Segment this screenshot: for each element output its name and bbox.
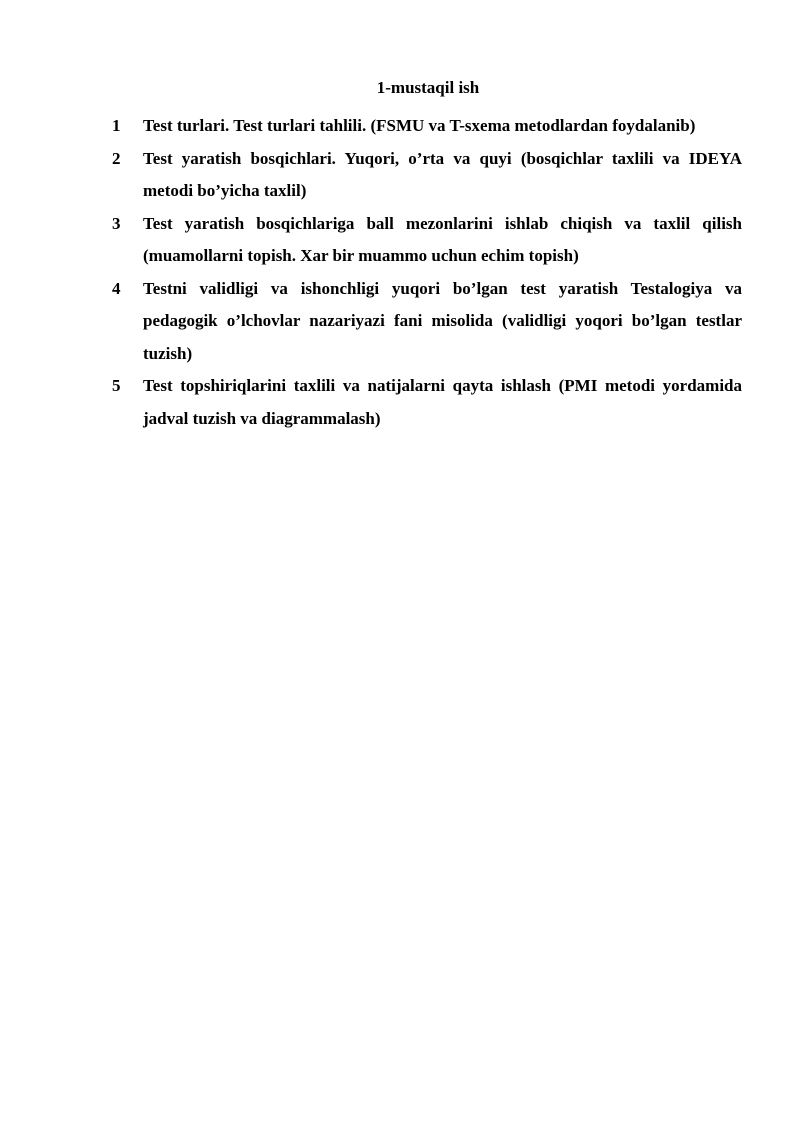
list-item-text: Test yaratish bosqichlari. Yuqori, o’rta va quyi (bosqichlar taxlili va IDEYA metodi bo’yicha taxlil) [143, 148, 742, 200]
list-item-text: Testni validligi va ishonchligi yuqori bo’lgan test yaratish Testalogiya va pedagogik o’lchovlar nazariyazi fani misolida (validligi yoqori bo’lgan testlar tuzish) [143, 278, 742, 363]
task-list [112, 110, 742, 435]
list-item-number: 4 [112, 278, 121, 298]
list-item-number: 1 [112, 116, 121, 135]
page-title: 1-mustaqil ish [376, 78, 480, 97]
list-item-text: Test turlari. Test turlari tahlili. (FSMU va T-sxema metodlardan foydalanib) [143, 116, 696, 135]
list-item-number: 5 [112, 376, 121, 395]
list-item-text: Test topshiriqlarini taxlili va natijalarni qayta ishlash (PMI metodi yordamida jadval tuzish va diagrammalash) [143, 376, 742, 428]
list-item [112, 110, 742, 143]
list-item [112, 370, 742, 435]
list-item [112, 208, 742, 273]
list-item [112, 273, 742, 371]
list-item-number: 3 [112, 213, 121, 233]
list-item-text: Test yaratish bosqichlariga ball mezonlarini ishlab chiqish va taxlil qilish (muamollarni topish. Xar bir muammo uchun echim topish) [143, 213, 742, 265]
list-item [112, 143, 742, 208]
list-item-number: 2 [112, 148, 121, 168]
